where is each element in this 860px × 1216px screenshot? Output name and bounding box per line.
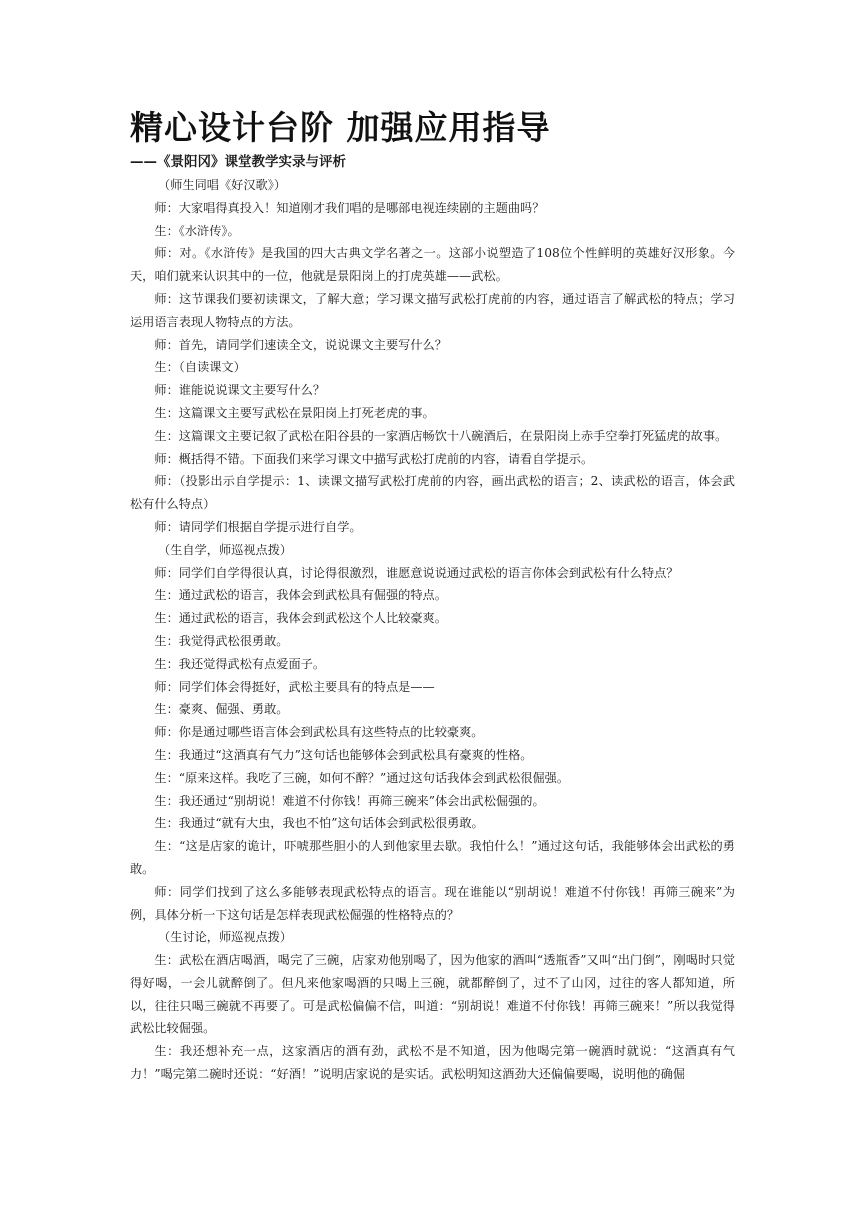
paragraph: 师：首先，请同学们速读全文，说说课文主要写什么？ xyxy=(154,337,447,352)
paragraph: 师：（投影出示自学提示：1、读课文描写武松打虎前的内容，画出武松的语言；2、读武松的语言，体会武松有什么特点） xyxy=(130,474,735,512)
paragraph: 师：谁能说说课文主要写什么？ xyxy=(154,383,326,398)
paragraph: 师：大家唱得真投入！知道刚才我们唱的是哪部电视连续剧的主题曲吗？ xyxy=(154,200,545,215)
paragraph: （师生同唱《好汉歌》） xyxy=(158,178,287,192)
paragraph: 师：请同学们根据自学提示进行自学。 xyxy=(154,519,362,534)
paragraph: 师：你是通过哪些语言体会到武松具有这些特点的比较豪爽。 xyxy=(154,725,484,740)
paragraph: 师：同学们体会得挺好，武松主要具有的特点是—— xyxy=(154,679,435,694)
paragraph: 生：我还通过“别胡说！难道不付你钱！再筛三碗来”体会出武松倔强的。 xyxy=(154,793,545,808)
paragraph: 生：“这是店家的诡计，吓唬那些胆小的人到他家里去歇。我怕什么！”通过这句话，我能够体会出武松的勇敢。 xyxy=(130,839,735,876)
paragraph: 生：通过武松的语言，我体会到武松这个人比较豪爽。 xyxy=(154,611,447,626)
paragraph: 生：这篇课文主要写武松在景阳岗上打死老虎的事。 xyxy=(154,405,435,420)
paragraph: 生：（自读课文） xyxy=(154,360,246,375)
paragraph: 生：我通过“就有大虫，我也不怕”这句话体会到武松很勇敢。 xyxy=(154,816,484,831)
paragraph: 师：对。《水浒传》是我国的四大古典文学名著之一。这部小说塑造了108位个性鲜明的英雄好汉形象。今天，咱们就来认识其中的一位，他就是景阳岗上的打虎英雄——武松。 xyxy=(130,246,735,284)
paragraph: 生：豪爽、倔强、勇敢。 xyxy=(154,702,289,717)
paragraph: 生：通过武松的语言，我体会到武松具有倔强的特点。 xyxy=(154,588,447,603)
paragraph: 生：我还觉得武松有点爱面子。 xyxy=(154,656,326,671)
document-subtitle: ——《景阳冈》课堂教学实录与评析 xyxy=(130,154,346,170)
paragraph: 生：我觉得武松很勇敢。 xyxy=(154,633,289,648)
document-title: 精心设计台阶 加强应用指导 xyxy=(130,108,551,147)
paragraph: （生讨论，师巡视点拨） xyxy=(158,930,293,945)
paragraph: 师：概括得不错。下面我们来学习课文中描写武松打虎前的内容，请看自学提示。 xyxy=(154,451,594,466)
paragraph: （生自学，师巡视点拨） xyxy=(158,542,293,557)
paragraph: 生：我通过“这酒真有气力”这句话也能够体会到武松具有豪爽的性格。 xyxy=(154,747,533,762)
paragraph: 师：这节课我们要初读课文，了解大意；学习课文描写武松打虎前的内容，通过语言了解武松的特点；学习运用语言表现人物特点的方法。 xyxy=(130,291,735,329)
paragraph: 生：《水浒传》。 xyxy=(154,223,240,238)
document-body xyxy=(130,174,735,1086)
paragraph: 师：同学们找到了这么多能够表现武松特点的语言。现在谁能以“别胡说！难道不付你钱！再筛三碗来”为例，具体分析一下这句话是怎样表现武松倔强的性格特点的？ xyxy=(130,884,735,922)
paragraph: 生：“原来这样。我吃了三碗，如何不醉？”通过这句话我体会到武松很倔强。 xyxy=(154,770,570,785)
paragraph: 生：这篇课文主要记叙了武松在阳谷县的一家酒店畅饮十八碗酒后，在景阳岗上赤手空拳打死猛虎的故事。 xyxy=(154,428,728,443)
paragraph: 生：我还想补充一点，这家酒店的酒有劲，武松不是不知道，因为他喝完第一碗酒时就说：“这酒真有气力！”喝完第二碗时还说：“好酒！”说明店家说的是实话。武松明知这酒劲大还偏偏要喝，说明他的确倔 xyxy=(130,1044,735,1082)
paragraph: 生：武松在酒店喝酒，喝完了三碗，店家劝他别喝了，因为他家的酒叫“透瓶香”又叫“出门倒”，刚喝时只觉得好喝，一会儿就醉倒了。但凡来他家喝酒的只喝上三碗，就都醉倒了，过不了山冈，过往的客人都知道，所以，往往只喝三碗就不再要了。可是武松偏偏不信，叫道：“别胡说！难道不付你钱！再筛三碗来！”所以我觉得武松比较倔强。 xyxy=(130,953,735,1036)
paragraph: 师：同学们自学得很认真，讨论得很激烈，谁愿意说说通过武松的语言你体会到武松有什么特点？ xyxy=(154,565,679,580)
